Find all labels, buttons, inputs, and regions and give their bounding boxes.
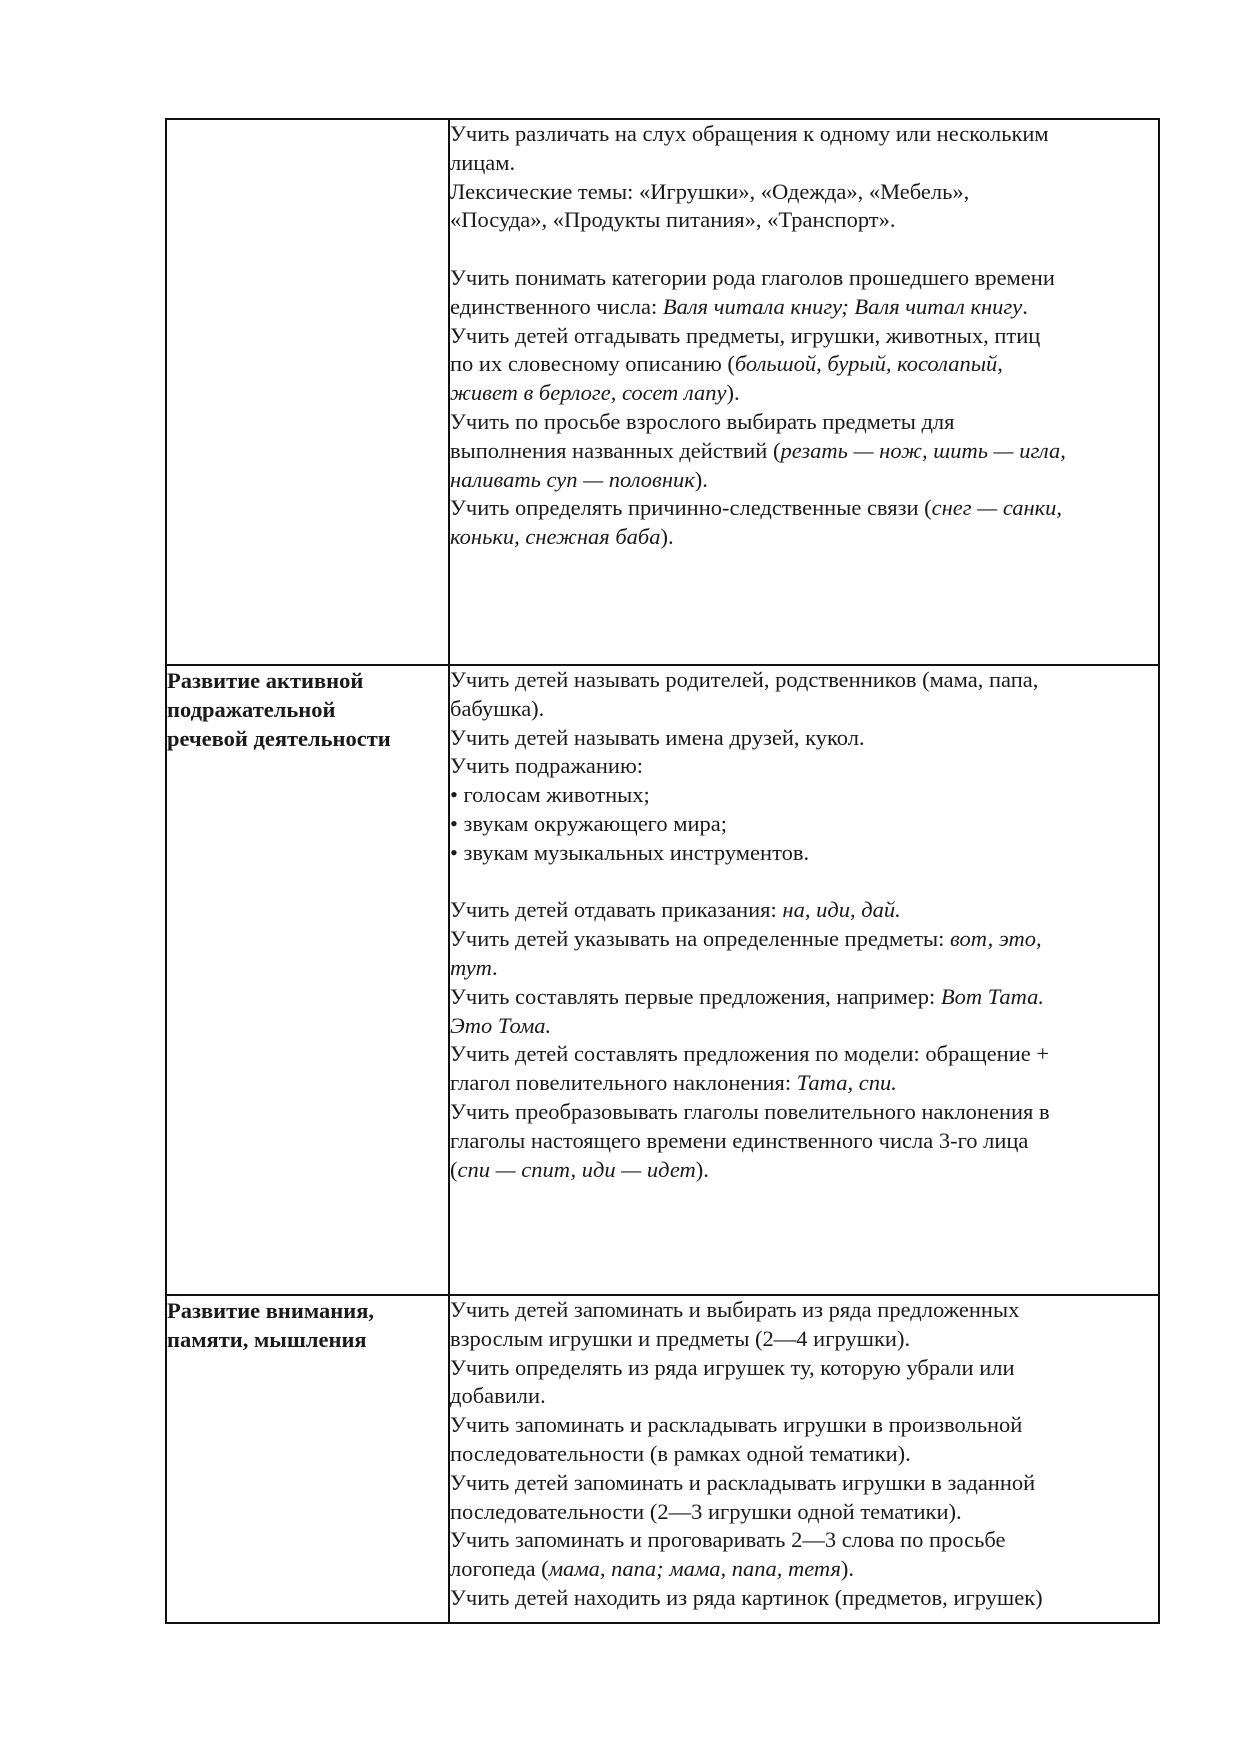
content-line: глагол повелительного наклонения: Тата, спи. bbox=[450, 1070, 897, 1096]
example-text: большой, бурый, косолапый, bbox=[734, 351, 1003, 377]
example-text: живет в берлоге, сосет лапу bbox=[450, 380, 727, 406]
content-line: Учить детей отгадывать предметы, игрушки, животных, птиц bbox=[450, 322, 1041, 348]
content-line: Учить детей запоминать и раскладывать игрушки в заданной bbox=[450, 1469, 1036, 1495]
table-row bbox=[166, 119, 1159, 665]
example-text: Вот Тата. bbox=[940, 983, 1045, 1009]
bullet-item: • звукам окружающего мира; bbox=[450, 810, 727, 836]
table-row bbox=[166, 1295, 1159, 1623]
content-line: по их словесному описанию (большой, бурый, косолапый, bbox=[450, 351, 1003, 377]
content-line: (спи — спит, иди — идет). bbox=[450, 1156, 709, 1182]
section-content-cell bbox=[449, 119, 1159, 665]
content-line: Учить запоминать и раскладывать игрушки в произвольной bbox=[450, 1412, 1023, 1438]
content-line: Учить детей составлять предложения по модели: обращение + bbox=[450, 1041, 1050, 1067]
example-text: наливать суп — половник bbox=[450, 466, 695, 492]
content-line: Учить детей называть родителей, родственников (мама, папа, bbox=[450, 667, 1039, 692]
example-text: тут bbox=[450, 954, 492, 980]
content-line bbox=[450, 1012, 1158, 1041]
section-heading: памяти, мышления bbox=[167, 1327, 367, 1352]
section-heading-cell bbox=[166, 665, 449, 1295]
example-text: мама, папа; мама, папа, тетя bbox=[548, 1556, 841, 1582]
content-line: тут. bbox=[450, 954, 498, 980]
section-heading: Развитие активной bbox=[167, 668, 364, 693]
example-text: снег — санки, bbox=[931, 495, 1063, 521]
content-line: Учить запоминать и проговаривать 2—3 слова по просьбе bbox=[450, 1527, 1006, 1553]
blank-line bbox=[450, 868, 1158, 897]
content-line: коньки, снежная баба). bbox=[450, 524, 674, 550]
content-line: Учить понимать категории рода глаголов прошедшего времени bbox=[450, 264, 1055, 290]
section-heading-cell bbox=[166, 1295, 449, 1623]
content-line: глаголы настоящего времени единственного числа 3-го лица bbox=[450, 1127, 1029, 1153]
content-line: бабушка). bbox=[450, 695, 545, 721]
section-content-cell bbox=[449, 1295, 1159, 1623]
content-line: «Посуда», «Продукты питания», «Транспорт». bbox=[450, 207, 896, 233]
content-line: добавили. bbox=[450, 1383, 546, 1409]
content-line: Учить детей находить из ряда картинок (предметов, игрушек) bbox=[450, 1584, 1043, 1610]
table-row bbox=[166, 665, 1159, 1295]
example-text: коньки, снежная баба bbox=[450, 524, 661, 550]
content-line: Учить преобразовывать глаголы повелительного наклонения в bbox=[450, 1098, 1050, 1124]
content-line: лицам. bbox=[450, 149, 516, 175]
content-line: Учить определять причинно-следственные связи (снег — санки, bbox=[450, 495, 1063, 521]
content-line: Учить по просьбе взрослого выбирать предметы для bbox=[450, 408, 955, 434]
content-line: взрослым игрушки и предметы (2—4 игрушки). bbox=[450, 1325, 911, 1351]
content-line: последовательности (2—3 игрушки одной тематики). bbox=[450, 1498, 962, 1524]
content-line: последовательности (в рамках одной тематики). bbox=[450, 1440, 911, 1466]
content-line: единственного числа: Валя читала книгу; Валя читал книгу. bbox=[450, 293, 1028, 319]
section-heading-cell bbox=[166, 119, 449, 665]
content-line: Учить детей запоминать и выбирать из ряда предложенных bbox=[450, 1297, 1020, 1322]
content-line: Учить определять из ряда игрушек ту, которую убрали или bbox=[450, 1354, 1015, 1380]
example-text: Это Тома. bbox=[450, 1012, 552, 1038]
content-line: живет в берлоге, сосет лапу). bbox=[450, 380, 740, 406]
content-line: Учить различать на слух обращения к одному или нескольким bbox=[450, 121, 1049, 146]
content-line: логопеда (мама, папа; мама, папа, тетя). bbox=[450, 1556, 855, 1582]
content-line: наливать суп — половник). bbox=[450, 466, 708, 492]
example-text: на, иди, дай. bbox=[782, 897, 901, 923]
bullet-item: • голосам животных; bbox=[450, 782, 650, 808]
section-heading: Развитие внимания, bbox=[167, 1298, 375, 1323]
content-line: Учить составлять первые предложения, например: Вот Тата. bbox=[450, 983, 1045, 1009]
example-text: вот, это, bbox=[950, 926, 1042, 952]
blank-line bbox=[450, 235, 1158, 264]
content-line: Учить детей называть имена друзей, кукол. bbox=[450, 724, 865, 750]
program-table bbox=[165, 118, 1160, 1624]
bullet-item: • звукам музыкальных инструментов. bbox=[450, 839, 810, 865]
content-line: Лексические темы: «Игрушки», «Одежда», «Мебель», bbox=[450, 178, 970, 204]
example-text: Валя читала книгу; Валя читал книгу bbox=[662, 293, 1023, 319]
section-heading: подражательной bbox=[167, 697, 336, 722]
example-text: спи — спит, иди — идет bbox=[457, 1156, 696, 1182]
section-content-cell bbox=[449, 665, 1159, 1295]
content-line: Учить подражанию: bbox=[450, 753, 644, 779]
content-line: Учить детей указывать на определенные предметы: вот, это, bbox=[450, 926, 1042, 952]
content-line: Учить детей отдавать приказания: на, иди, дай. bbox=[450, 897, 901, 923]
section-heading: речевой деятельности bbox=[167, 726, 391, 751]
example-text: резать — нож, шить — игла, bbox=[780, 437, 1066, 463]
example-text: Тата, спи. bbox=[796, 1070, 897, 1096]
content-line: выполнения названных действий (резать — нож, шить — игла, bbox=[450, 437, 1066, 463]
